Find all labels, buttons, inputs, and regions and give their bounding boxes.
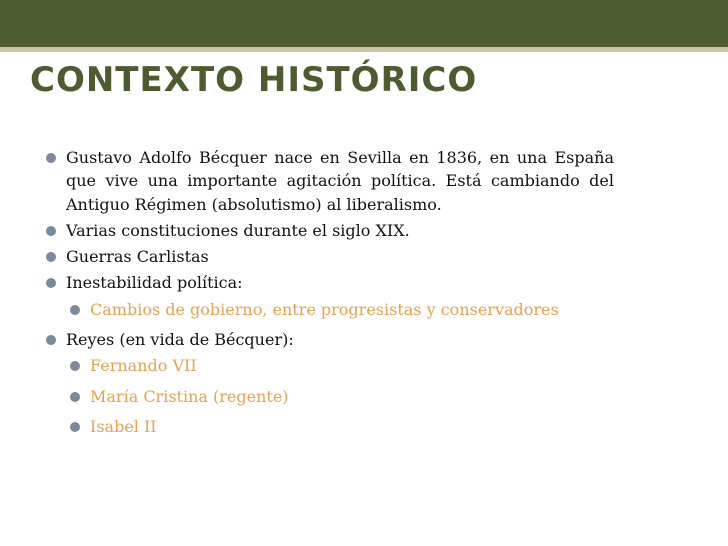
header-stripe bbox=[0, 47, 728, 52]
sub-bullet-text: Cambios de gobierno, entre progresistas y conservadores bbox=[90, 299, 559, 319]
bullet-dot-icon bbox=[70, 422, 80, 432]
bullet-dot-icon bbox=[46, 252, 56, 262]
bullet-dot-icon bbox=[70, 392, 80, 402]
sub-bullet-item bbox=[70, 354, 614, 377]
bullet-item bbox=[46, 271, 614, 294]
bullet-text: Guerras Carlistas bbox=[66, 247, 209, 267]
bullet-text: Gustavo Adolfo Bécquer nace en Sevilla en 1836, en una España que vive una importante agitación política. Está cambiando del Antiguo Régimen (absolutismo) al liberalismo. bbox=[66, 148, 614, 214]
header-bar bbox=[0, 0, 728, 47]
bullet-text: Inestabilidad política: bbox=[66, 273, 243, 293]
sub-bullet-item bbox=[70, 415, 614, 438]
bullet-item bbox=[46, 245, 614, 268]
bullet-text: Varias constituciones durante el siglo XIX. bbox=[66, 220, 410, 240]
bullet-item bbox=[46, 146, 614, 216]
sub-bullet-text: Fernando VII bbox=[90, 356, 197, 376]
bullet-dot-icon bbox=[46, 278, 56, 288]
bullet-item bbox=[46, 219, 614, 242]
bullet-dot-icon bbox=[70, 305, 80, 315]
bullet-dot-icon bbox=[46, 226, 56, 236]
sub-bullet-text: Isabel II bbox=[90, 416, 157, 436]
bullet-text: Reyes (en vida de Bécquer): bbox=[66, 330, 294, 350]
sub-bullet-text: María Cristina (regente) bbox=[90, 386, 289, 406]
bullet-list bbox=[46, 146, 614, 445]
bullet-item bbox=[46, 328, 614, 351]
bullet-dot-icon bbox=[46, 153, 56, 163]
sub-bullet-item bbox=[70, 298, 614, 321]
bullet-dot-icon bbox=[70, 361, 80, 371]
slide-title: CONTEXTO HISTÓRICO bbox=[30, 60, 478, 100]
bullet-dot-icon bbox=[46, 335, 56, 345]
sub-bullet-item bbox=[70, 385, 614, 408]
